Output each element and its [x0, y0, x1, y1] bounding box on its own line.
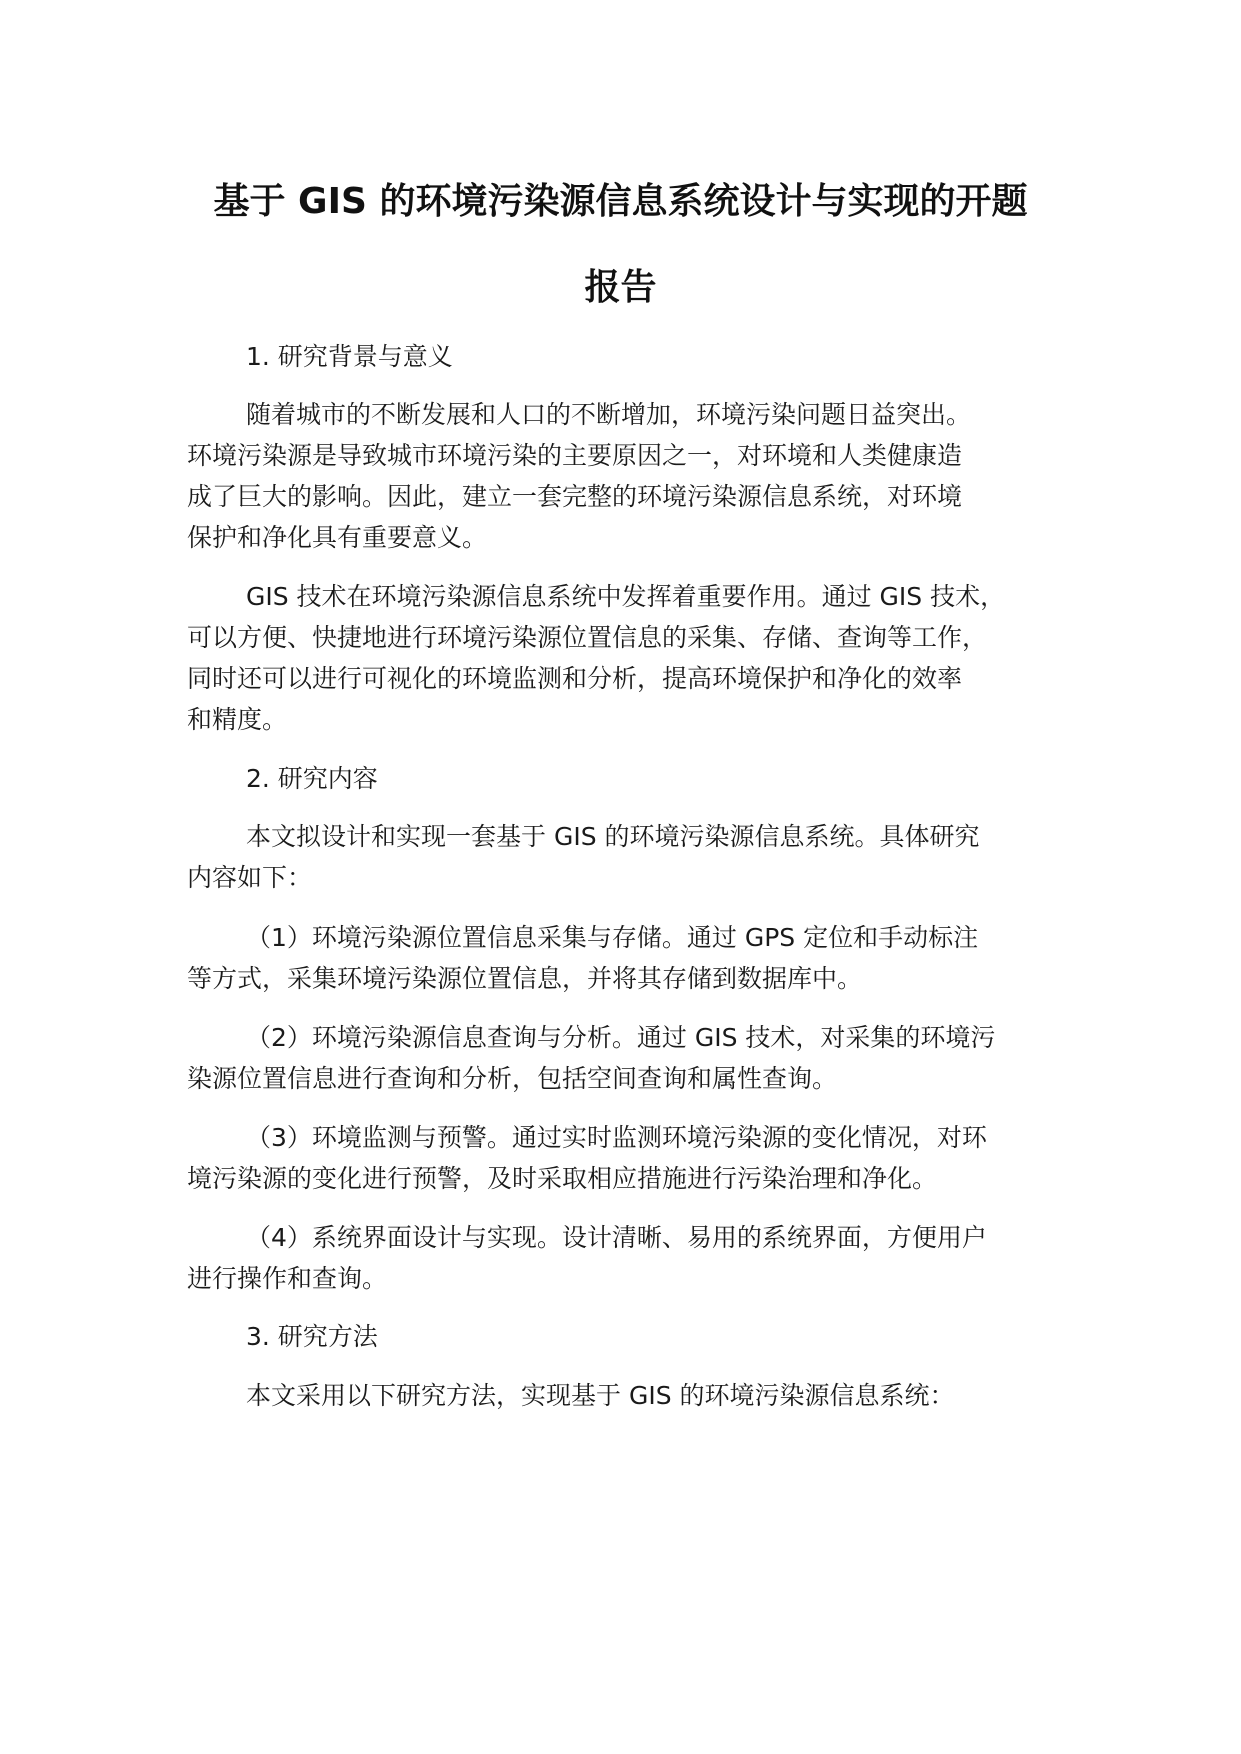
paragraph-line: 随着城市的不断发展和人口的不断增加，环境污染问题日益突出。: [246, 400, 972, 429]
paragraph-line: 和精度。: [187, 705, 288, 734]
list-item-line: （3）环境监测与预警。通过实时监测环境污染源的变化情况，对环: [246, 1123, 987, 1152]
list-item-line: 境污染源的变化进行预警，及时采取相应措施进行污染治理和净化。: [187, 1164, 938, 1193]
list-item-line: 进行操作和查询。: [187, 1264, 388, 1293]
paragraph-line: 可以方便、快捷地进行环境污染源位置信息的采集、存储、查询等工作，: [187, 623, 988, 652]
list-item-line: （4）系统界面设计与实现。设计清晰、易用的系统界面，方便用户: [246, 1223, 987, 1252]
section-heading-1: 1. 研究背景与意义: [246, 342, 453, 371]
list-item-line: 染源位置信息进行查询和分析，包括空间查询和属性查询。: [187, 1064, 838, 1093]
section-heading-3: 3. 研究方法: [246, 1322, 378, 1351]
paragraph-line: GIS 技术在环境污染源信息系统中发挥着重要作用。通过 GIS 技术，: [246, 582, 1006, 611]
list-item-line: 等方式，采集环境污染源位置信息，并将其存储到数据库中。: [187, 964, 863, 993]
document-title-line-2: 报告: [584, 267, 657, 308]
paragraph-line: 成了巨大的影响。因此，建立一套完整的环境污染源信息系统，对环境: [187, 482, 963, 511]
paragraph-line: 本文拟设计和实现一套基于 GIS 的环境污染源信息系统。具体研究: [246, 822, 980, 851]
paragraph-line: 环境污染源是导致城市环境污染的主要原因之一，对环境和人类健康造: [187, 441, 963, 470]
list-item-line: （1）环境污染源位置信息采集与存储。通过 GPS 定位和手动标注: [246, 923, 979, 952]
paragraph-line: 内容如下：: [187, 863, 313, 892]
paragraph-line: 本文采用以下研究方法，实现基于 GIS 的环境污染源信息系统：: [246, 1381, 955, 1410]
list-item-line: （2）环境污染源信息查询与分析。通过 GIS 技术，对采集的环境污: [246, 1023, 996, 1052]
paragraph-line: 保护和净化具有重要意义。: [187, 523, 488, 552]
section-heading-2: 2. 研究内容: [246, 764, 378, 793]
document-title-line-1: 基于 GIS 的环境污染源信息系统设计与实现的开题: [213, 181, 1028, 222]
paragraph-line: 同时还可以进行可视化的环境监测和分析，提高环境保护和净化的效率: [187, 664, 963, 693]
